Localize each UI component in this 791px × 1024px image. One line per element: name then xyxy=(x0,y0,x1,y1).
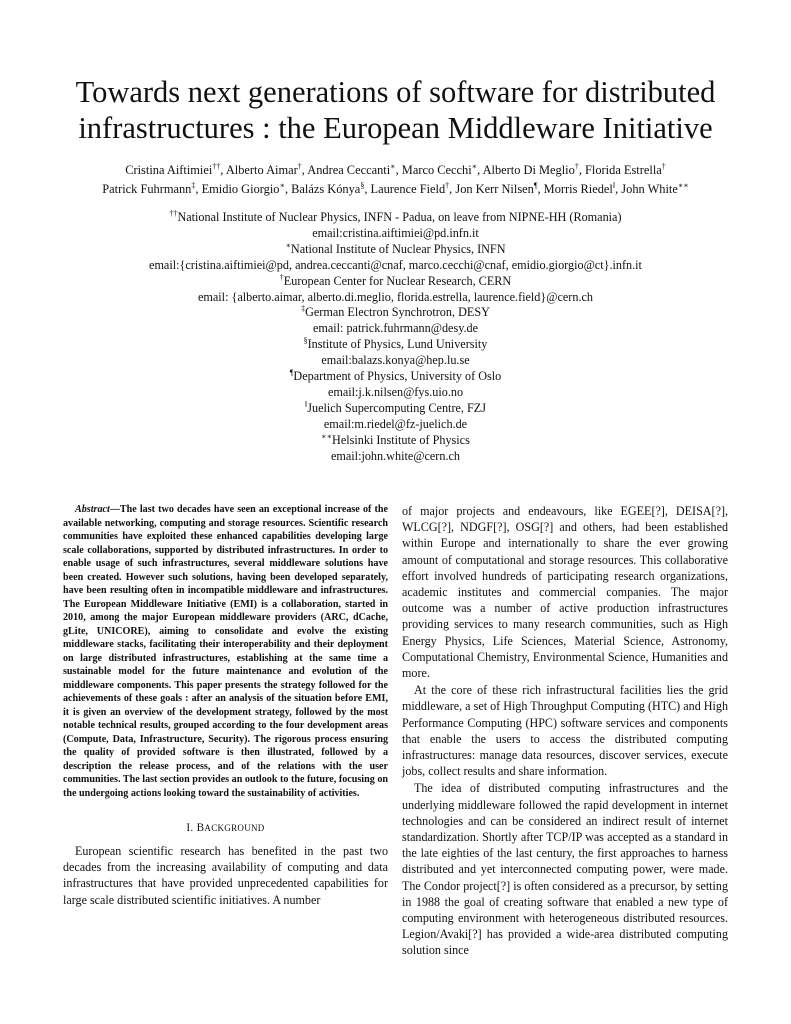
affiliation-text: Juelich Supercomputing Centre, FZJ xyxy=(307,400,486,415)
author-name: Florida Estrella xyxy=(585,163,662,177)
affiliation-text: National Institute of Nuclear Physics, INFN xyxy=(290,241,506,256)
affiliation-text: email: {alberto.aimar, alberto.di.meglio, florida.estrella, laurence.field}@cern.ch xyxy=(198,289,593,304)
author-affiliation-mark: † xyxy=(661,162,666,171)
affiliation-email xyxy=(40,226,751,242)
affiliation-email xyxy=(40,385,751,401)
author-name: Balázs Kónya xyxy=(291,182,361,196)
section-number: I. xyxy=(186,822,194,834)
left-column xyxy=(63,503,388,908)
affiliation-text: German Electron Synchrotron, DESY xyxy=(305,305,490,320)
affiliation-mark: † xyxy=(279,272,284,282)
background-paragraph-1: European scientific research has benefited in the past two decades from the increasing availability of computing and data infrastructures that have provided unprecedented capabilities for large scale distributed scientific initiatives. A number xyxy=(63,844,388,907)
affiliation-institution xyxy=(40,274,751,290)
affiliation-institution xyxy=(40,242,751,258)
background-paragraph-2: At the core of these rich infrastructural facilities lies the grid middleware, a set of High Throughput Computing (HTC) and High Performance Computing (HPC) software services and components that enable the users to access the distributed computing infrastructures: manage data resources, discover services, execute jobs, collect results and share information. xyxy=(402,683,728,779)
author-name: Emidio Giorgio xyxy=(201,182,280,196)
author-affiliation-mark: † xyxy=(445,181,450,190)
affiliation-institution xyxy=(40,369,751,385)
affiliation-email xyxy=(40,290,751,306)
abstract xyxy=(63,503,388,800)
affiliation-institution xyxy=(40,305,751,321)
author-list xyxy=(40,161,751,199)
author-name: Laurence Field xyxy=(370,182,446,196)
affiliation-email xyxy=(40,353,751,369)
affiliation-text: email:john.white@cern.ch xyxy=(331,448,460,463)
affiliation-mark: ∗ xyxy=(285,240,291,250)
affiliation-mark: ‖ xyxy=(305,399,308,409)
affiliation-mark: ¶ xyxy=(289,368,294,378)
affiliation-text: email:m.riedel@fz-juelich.de xyxy=(323,416,468,431)
affiliation-mark: ‡ xyxy=(301,304,306,314)
affiliation-institution xyxy=(40,433,751,449)
background-paragraph-3: The idea of distributed computing infrastructures and the underlying middleware followed the rapid development in internet technologies and can be considered an indirect result of internet standardization. Shortly after TCP/IP was accepted as a standard in the late eighties of the last century, the first approaches to harness distributed and yet interconnected computing power, were made. The Condor project[?] is often considered as a precursor, by setting in 1988 the goal of creating software that enabled a new type of computing environment with heterogeneous distributed resources. Legion/Avaki[?] has provided a wide-area distributed computing solution since xyxy=(402,781,728,958)
affiliation-email xyxy=(40,417,751,433)
author-affiliation-mark: ∗ xyxy=(279,181,285,190)
affiliation-text: National Institute of Nuclear Physics, INFN - Padua, on leave from NIPNE-HH (Romania) xyxy=(177,210,622,224)
author-name: Andrea Ceccanti xyxy=(307,163,391,177)
affiliation-mark: †† xyxy=(169,209,178,218)
author-name: Cristina Aiftimiei xyxy=(125,163,213,177)
author-name: Alberto Di Meglio xyxy=(482,163,575,177)
right-column xyxy=(402,503,728,959)
background-paragraph-1-continued: of major projects and endeavours, like EGEE[?], DEISA[?], WLCG[?], NDGF[?], OSG[?] and others, had been established within Europe and internationally to share the ever growing amount of computational and storage resources. This collaborative effort involved hundreds of participating research organizations, academic institutes and commercial companies. The major outcome was a number of active production infrastructures providing services to many research communities, such as High Energy Physics, Life Sciences, Material Science, Astronomy, Computational Chemistry, Environmental Science, Humanities and more. xyxy=(402,504,728,681)
author-name: Alberto Aimar xyxy=(225,163,298,177)
author-line-1: Cristina Aiftimiei††, Alberto Aimar†, Andrea Ceccanti∗, Marco Cecchi∗, Alberto Di Meglio†, Florida Estrella† xyxy=(125,162,666,177)
affiliation-text: email:{cristina.aiftimiei@pd, andrea.ceccanti@cnaf, marco.cecchi@cnaf, emidio.giorgio@ct}.infn.it xyxy=(149,257,642,272)
author-affiliation-mark: †† xyxy=(212,162,221,171)
affiliation-mark: ∗∗ xyxy=(321,431,333,441)
affiliation-institution xyxy=(40,401,751,417)
abstract-label: Abstract xyxy=(75,504,110,515)
author-name: Patrick Fuhrmann xyxy=(102,182,192,196)
abstract-text: —The last two decades have seen an exceptional increase of the available networking, computing and storage resources. Scientific research communities have exploited these enhanced capabilities developing large scale collaborations, supported by distributed infrastructures. In order to enable usage of such infrastructures, several middleware solutions have been created. However such solutions, having been developed separately, have been resulting often in incompatible middleware and infrastructures. The European Middleware Initiative (EMI) is a collaboration, started in 2010, among the major European middleware providers (ARC, dCache, gLite, UNICORE), aiming to consolidate and evolve the existing middleware stacks, facilitating their interoperability and their deployment on large distributed infrastructures, establishing at the same time a sustainable model for the future maintenance and evolution of the middleware components. This paper presents the strategy followed for the achievements of these goals : after an analysis of the situation before EMI, it is given an overview of the development strategy, followed by the most notable technical results, grouped according to the four development areas (Compute, Data, Infrastructure, Security). The rigorous process ensuring the quality of provided software is then illustrated, followed by a description the release process, and of the relations with the user communities. The last section provides an outlook to the future, focusing on the undergoing actions looking toward the sustainability of activities. xyxy=(63,504,388,799)
author-affiliation-mark: † xyxy=(574,162,579,171)
affiliation-text: Institute of Physics, Lund University xyxy=(307,337,488,352)
affiliation-text: email: patrick.fuhrmann@desy.de xyxy=(312,321,479,336)
affiliation-text: email:balazs.konya@hep.lu.se xyxy=(321,353,470,368)
affiliation-email xyxy=(40,258,751,274)
author-affiliation-mark: ‡ xyxy=(191,181,196,190)
affiliation-text: Department of Physics, University of Oslo xyxy=(293,369,502,384)
author-affiliation-mark: ‖ xyxy=(612,181,616,190)
affiliation-institution xyxy=(40,210,751,226)
affiliation-institution xyxy=(40,337,751,353)
affiliation-text: Helsinki Institute of Physics xyxy=(332,432,470,447)
affiliation-list xyxy=(40,210,751,465)
section-heading-background xyxy=(63,822,388,834)
affiliation-text: email:cristina.aiftimiei@pd.infn.it xyxy=(312,225,479,240)
author-affiliation-mark: § xyxy=(360,181,365,190)
author-name: Morris Riedel xyxy=(543,182,613,196)
author-affiliation-mark: ∗ xyxy=(471,162,478,171)
section-title: BACKGROUND xyxy=(196,822,265,834)
affiliation-email xyxy=(40,449,751,465)
author-affiliation-mark: † xyxy=(297,162,302,171)
author-affiliation-mark: ∗∗ xyxy=(677,181,689,190)
paper-title: Towards next generations of software for distributed infrastructures : the European Middleware Initiative xyxy=(75,75,716,145)
author-affiliation-mark: ∗ xyxy=(390,162,396,171)
affiliation-mark: § xyxy=(303,336,308,346)
author-affiliation-mark: ¶ xyxy=(533,181,538,190)
affiliation-text: European Center for Nuclear Research, CERN xyxy=(283,273,512,288)
affiliation-email xyxy=(40,321,751,337)
author-line-2: Patrick Fuhrmann‡, Emidio Giorgio∗, Balázs Kónya§, Laurence Field†, Jon Kerr Nilsen¶, Morris Riedel‖, John White∗∗ xyxy=(102,181,689,196)
author-name: Jon Kerr Nilsen xyxy=(455,182,534,196)
author-name: Marco Cecchi xyxy=(401,163,472,177)
author-name: John White xyxy=(621,182,678,196)
affiliation-text: email:j.k.nilsen@fys.uio.no xyxy=(327,384,464,399)
